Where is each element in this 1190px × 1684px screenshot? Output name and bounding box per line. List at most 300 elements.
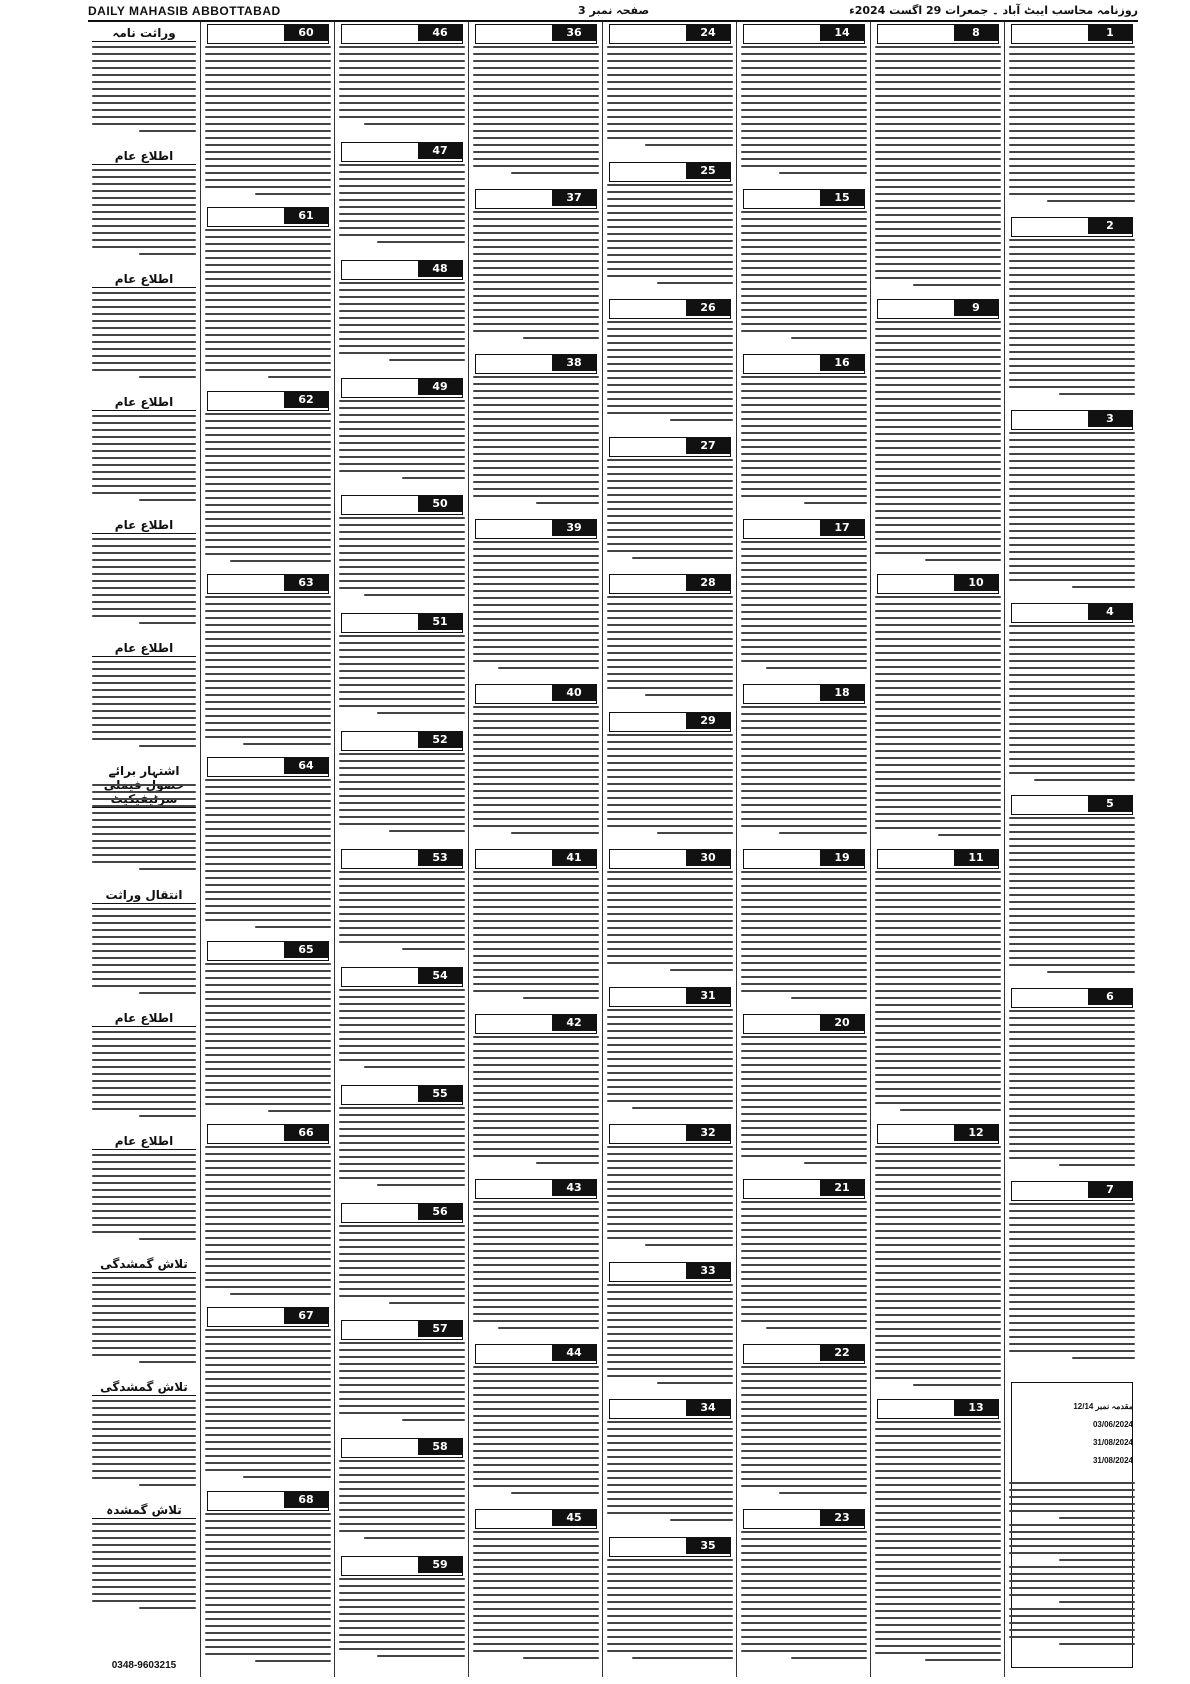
ad-number: 45 [566,1511,582,1524]
ad-number: 1 [1106,26,1114,39]
ad-number-label [552,1510,596,1526]
ad-number: 2 [1106,218,1114,232]
ad-number-label [820,1180,864,1196]
ad-number-header [609,574,731,594]
ad-number: 37 [566,191,582,204]
ad-number-header [341,1085,463,1105]
ad-number-header [609,1399,731,1419]
notice-heading: اطلاع عام [92,1134,196,1150]
ad-number-label [686,1400,730,1416]
ad-number-label [954,575,998,591]
ad-number: 26 [700,301,716,314]
ad-number: 15 [834,191,850,204]
ad-number-label [820,685,864,701]
ad-number-label [686,850,730,866]
ad-number: 30 [700,851,716,864]
ad-number: 14 [834,26,850,39]
ad-number-label [954,850,998,866]
ad-number-label [418,143,462,159]
ad-number-label [686,25,730,41]
ad-number: 47 [432,143,448,157]
ad-number: 50 [432,497,448,511]
ad-body [205,779,331,933]
ad-number-label [954,300,998,316]
ad-number-label [686,575,730,591]
ad-number-label [552,1180,596,1196]
ad-number: 48 [432,261,448,275]
ad-number-header [341,24,463,44]
ad-number: 41 [566,851,582,864]
ad-number: 28 [700,576,716,589]
ad-body [1009,1010,1135,1171]
ad-number: 24 [700,26,716,39]
ad-body [741,1531,867,1664]
ad-body [607,1284,733,1389]
ad-number: 5 [1106,797,1114,811]
ad-body [741,1201,867,1334]
ad-number-label [820,190,864,206]
ad-number: 46 [432,26,448,39]
ad-number-label [1088,411,1132,427]
ad-number: 56 [432,1204,448,1218]
ad-number: 64 [298,759,314,773]
ad-number: 57 [432,1322,448,1336]
notice-heading: تلاش گمشدگی [92,1257,196,1273]
ad-number-label [820,850,864,866]
ad-body [473,541,599,674]
ad-body [473,211,599,344]
ad-number-label [1088,25,1132,41]
ad-body [607,184,733,289]
ad-number: 44 [566,1346,582,1359]
notice-heading: اطلاع عام [92,641,196,657]
ad-number: 60 [298,26,314,39]
ad-number-header [743,24,865,44]
ad-number-label [418,261,462,277]
ad-number: 29 [700,713,716,727]
ad-number-header [609,987,731,1007]
ad-number-header [609,1262,731,1282]
ad-number-label [552,685,596,701]
ad-number-header [877,1124,999,1144]
ad-number-header [341,142,463,162]
ad-number-header [877,574,999,594]
ad-body [473,871,599,1004]
ad-body [339,1578,465,1662]
ad-body [339,1460,465,1544]
ad-number-header [341,1203,463,1223]
ad-number-label [820,520,864,536]
ad-body [339,164,465,248]
ad-number-header [207,1307,329,1327]
ad-column [870,22,1005,1677]
ad-number-header [743,1014,865,1034]
ad-body [607,1146,733,1251]
ad-number: 8 [972,26,980,39]
ad-body [339,1225,465,1309]
ad-number-label [820,1510,864,1526]
ad-body [473,1366,599,1499]
ad-number-header [1011,24,1133,44]
ad-number-header [341,731,463,751]
notice-body [92,1031,196,1122]
ad-number-header [743,849,865,869]
ad-body [339,46,465,130]
ad-number: 51 [432,615,448,629]
ad-number: 7 [1106,1183,1114,1197]
ad-number: 59 [432,1558,448,1572]
ad-body [339,989,465,1073]
notice-heading: اطلاع عام [92,149,196,165]
ad-number-header [341,1556,463,1576]
ad-number-header [475,849,597,869]
ad-body [607,459,733,564]
ad-number: 66 [298,1126,314,1139]
ad-number-label [418,614,462,630]
ad-body [1009,1203,1135,1364]
ad-body [205,46,331,200]
ad-number-header [475,519,597,539]
notice-heading: اطلاع عام [92,1011,196,1027]
ad-body [741,871,867,1004]
ad-number-label [284,1125,328,1141]
ad-body [741,211,867,344]
ad-number: 12 [968,1126,984,1139]
ad-number: 22 [834,1346,850,1359]
ad-number: 53 [432,851,448,864]
left-notice-column [88,22,200,1677]
ad-body [607,46,733,151]
ad-body [741,46,867,179]
ad-number-label [418,1321,462,1337]
ad-body [875,596,1001,841]
ad-number-label [820,1345,864,1361]
ad-number-label [686,988,730,1004]
ad-number: 18 [834,686,850,699]
notice-body [92,1400,196,1491]
notice-heading: تلاش گمشدہ [92,1503,196,1519]
ad-number-header [1011,603,1133,623]
ad-number-label [820,355,864,371]
court-date: 03/06/2024 [1092,1420,1133,1429]
ad-number-header [475,24,597,44]
ad-number: 40 [566,686,582,699]
ad-number-header [207,207,329,227]
ad-body [473,46,599,179]
ad-number: 54 [432,968,448,982]
ad-number-header [475,1014,597,1034]
ad-body [205,1146,331,1300]
ad-number: 68 [298,1492,314,1506]
ad-number-label [552,1015,596,1031]
ad-number-header [877,299,999,319]
ad-body [205,963,331,1117]
ad-number: 3 [1106,411,1114,425]
ad-number-header [475,354,597,374]
ad-number-header [609,299,731,319]
ad-number-label [284,1308,328,1324]
notice-body [92,1154,196,1245]
ad-number-header [877,1399,999,1419]
ad-number-header [877,849,999,869]
ad-number-header [341,849,463,869]
ad-number: 6 [1106,990,1114,1004]
ad-number: 10 [968,576,984,589]
ad-number: 61 [298,209,314,223]
ad-number-label [418,25,462,41]
ad-number-label [284,1492,328,1508]
ad-number-header [207,757,329,777]
ad-number-header [609,24,731,44]
ad-body [339,1107,465,1191]
notice-body [92,908,196,999]
ad-number-header [341,495,463,515]
ad-number-label [1088,1182,1132,1198]
ad-number-label [552,520,596,536]
ad-number-label [284,758,328,774]
ad-number: 4 [1106,604,1114,618]
ad-body [741,541,867,674]
ad-body [1009,625,1135,786]
ad-number: 19 [834,851,850,864]
notice-body [92,415,196,506]
notice-body [92,661,196,752]
ad-body [339,871,465,955]
ad-number-label [284,25,328,41]
court-notice-body [1009,1482,1135,1650]
notice-body [92,169,196,260]
ad-number-label [284,208,328,224]
ad-number: 17 [834,521,850,534]
ad-number-label [284,575,328,591]
ad-number-header [341,967,463,987]
ad-number-label [686,1538,730,1554]
ad-body [473,1201,599,1334]
notice-heading: وراثت نامہ [92,26,196,42]
ad-number-label [552,1345,596,1361]
ad-number-header [609,712,731,732]
ad-number-header [609,1124,731,1144]
ad-number-header [341,1320,463,1340]
ad-number: 38 [566,356,582,369]
ad-number-header [207,941,329,961]
ad-number-header [207,574,329,594]
ad-number-label [418,1439,462,1455]
ad-number: 63 [298,576,314,589]
ad-body [607,871,733,976]
ad-number-label [418,1204,462,1220]
ad-number-label [954,25,998,41]
ad-number-header [475,684,597,704]
ad-body [875,1146,1001,1391]
ad-body [875,321,1001,566]
ad-body [205,1513,331,1667]
ad-column [334,22,469,1677]
ad-number-label [686,1263,730,1279]
ad-column [736,22,871,1677]
ad-body [607,734,733,839]
ad-number: 25 [700,163,716,177]
ad-number: 58 [432,1440,448,1454]
notice-heading: اطلاع عام [92,518,196,534]
ad-body [205,229,331,383]
ad-number-label [686,300,730,316]
page-label: صفحہ نمبر 3 [578,4,650,17]
ad-body [741,1366,867,1499]
ad-number-header [341,613,463,633]
notice-heading: اطلاع عام [92,272,196,288]
ad-number: 32 [700,1126,716,1139]
ad-number-header [207,1124,329,1144]
ad-number: 9 [972,301,980,314]
ad-body [875,46,1001,291]
ad-number-label [418,732,462,748]
ad-number-header [341,260,463,280]
ad-body [607,596,733,701]
ad-number-label [820,25,864,41]
ad-number-label [418,379,462,395]
ad-number-label [1088,604,1132,620]
ad-number-label [552,355,596,371]
ad-body [1009,432,1135,593]
ad-number: 43 [566,1181,582,1194]
ad-body [1009,239,1135,400]
ad-number-header [743,189,865,209]
ad-number-label [686,438,730,454]
ad-number-header [743,354,865,374]
ad-body [1009,46,1135,207]
ad-number-header [341,378,463,398]
ad-body [339,282,465,366]
ad-number-header [207,24,329,44]
ad-body [339,400,465,484]
ad-number-header [1011,1181,1133,1201]
ad-number: 49 [432,379,448,393]
ad-number-header [475,1509,597,1529]
ad-number: 42 [566,1016,582,1029]
ad-number: 67 [298,1309,314,1323]
ad-number-header [475,1179,597,1199]
ad-body [339,753,465,837]
notice-body [92,46,196,137]
ad-number-label [418,968,462,984]
ad-column [200,22,335,1677]
notice-heading: تلاش گمشدگی [92,1380,196,1396]
ad-number-label [686,1125,730,1141]
ad-number-label [686,713,730,729]
ad-number: 39 [566,521,582,534]
ad-number: 23 [834,1511,850,1524]
ad-body [607,1559,733,1664]
ad-number-header [341,1438,463,1458]
ad-number: 31 [700,988,716,1002]
ad-number: 36 [566,26,582,39]
ad-number-label [1088,796,1132,812]
ad-body [473,706,599,839]
ad-number-header [743,684,865,704]
notice-heading: اشتہار برائے [92,764,196,808]
ad-number-header [743,1509,865,1529]
ad-number-header [743,1179,865,1199]
ad-column [1004,22,1139,1677]
notice-body [92,784,196,875]
ad-number: 20 [834,1016,850,1029]
masthead [88,4,1138,22]
ad-body [607,321,733,426]
ad-number-header [609,849,731,869]
ad-number-label [820,1015,864,1031]
ad-number-label [284,942,328,958]
ad-body [741,376,867,509]
notice-body [92,1277,196,1368]
ad-column [468,22,603,1677]
ad-number-header [743,1344,865,1364]
ad-number-label [1088,218,1132,234]
ad-body [1009,817,1135,978]
ad-body [473,1036,599,1169]
ad-number-label [418,1557,462,1573]
ad-number: 27 [700,438,716,452]
ad-number-label [954,1400,998,1416]
newspaper-page [88,22,1138,1677]
notice-body [92,292,196,383]
ad-number-header [1011,988,1133,1008]
ad-body [339,1342,465,1426]
ad-number-header [743,519,865,539]
ad-number-label [552,850,596,866]
ad-body [741,706,867,839]
ad-number-label [686,163,730,179]
ad-number-label [418,1086,462,1102]
ad-number-header [1011,410,1133,430]
ad-number-label [284,392,328,408]
court-date: 31/08/2024 [1092,1456,1133,1465]
ad-column [602,22,737,1677]
contact-phone: 0348-9603215 [111,1660,177,1671]
ad-body [607,1009,733,1114]
ad-number: 21 [834,1181,850,1194]
notice-body [92,1523,196,1614]
ad-number-label [1088,989,1132,1005]
ad-number: 52 [432,733,448,747]
notice-heading: اطلاع عام [92,395,196,411]
ad-number: 55 [432,1086,448,1100]
ad-number-label [552,190,596,206]
ad-number-label [418,850,462,866]
ad-body [339,517,465,601]
ad-number-header [475,189,597,209]
ad-number-header [207,391,329,411]
ad-number-label [954,1125,998,1141]
ad-number: 62 [298,392,314,406]
ad-number: 13 [968,1401,984,1414]
ad-body [339,635,465,719]
court-date: 31/08/2024 [1092,1438,1133,1447]
ad-number: 16 [834,356,850,369]
date-line: روزنامہ محاسب ایبٹ آباد ۔ جمعرات 29 اگست 2024ء [849,4,1138,17]
ad-number-header [207,1491,329,1511]
ad-number: 11 [968,851,984,864]
ad-body [205,596,331,750]
ad-number: 33 [700,1263,716,1277]
notice-heading: انتقال وراثت [92,888,196,904]
ad-body [205,1329,331,1483]
ad-number: 35 [700,1538,716,1552]
ad-body [875,1421,1001,1666]
ad-number-header [609,437,731,457]
notice-body [92,538,196,629]
ad-body [875,871,1001,1116]
